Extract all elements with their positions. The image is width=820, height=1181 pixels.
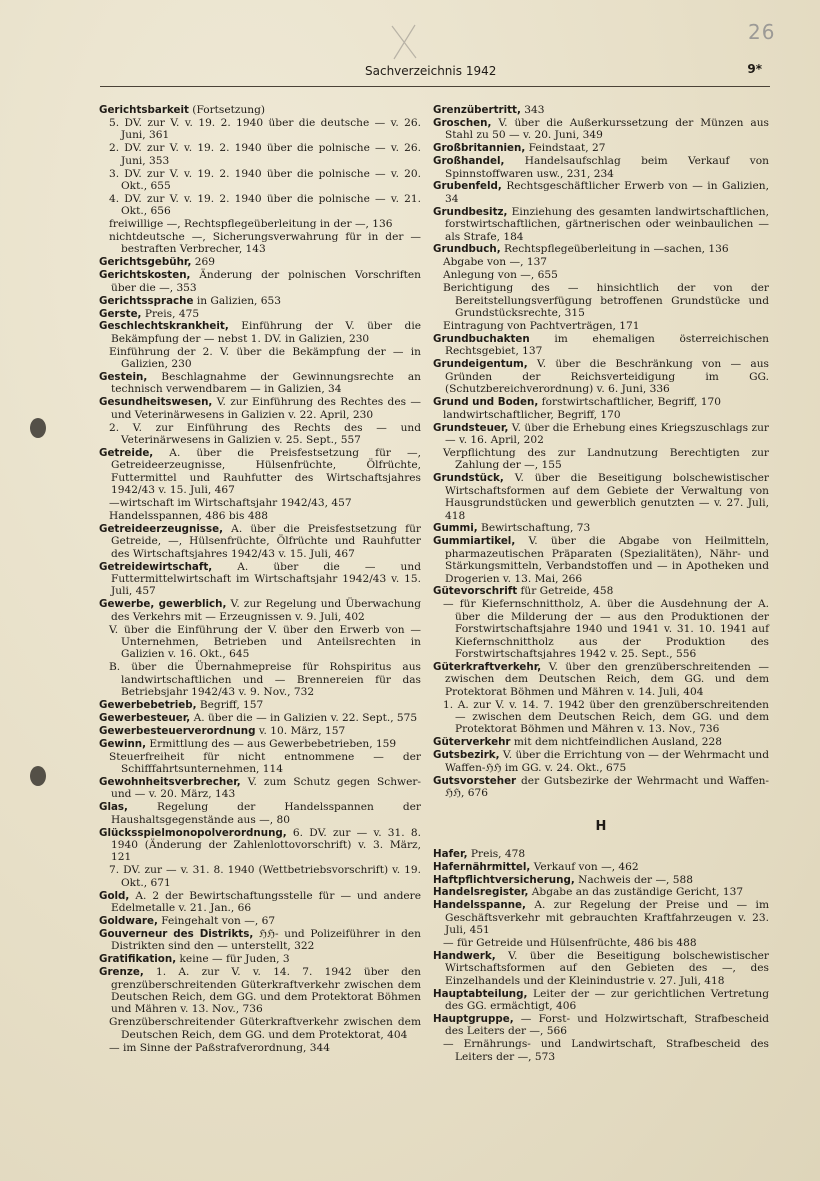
index-entry-text: V. über die Beseitigung bolschewistischer Wirtschaftsformen auf den Gebieten des —, des Einzelhandels und der Kleinindustrie v. 27. Juli, 418 [445, 950, 769, 987]
index-entry-keyword: Gerichtskosten, [99, 269, 191, 282]
index-entry-text: 7. DV. zur — v. 31. 8. 1940 (Wettbetriebsvorschrift) v. 19. Okt., 671 [109, 864, 421, 889]
index-entry-text: 2. V. zur Einführung des Rechts des — und Veterinärwesens in Galizien v. 25. Sept., 557 [109, 421, 421, 447]
index-entry-text: Rechtspflegeüberleitung in —sachen, 136 [500, 243, 729, 256]
index-entry-text: Rechtsgeschäftlicher Erwerb von — in Galizien, 34 [445, 180, 769, 205]
index-entry-text: freiwillige —, Rechtspflegeüberleitung in der —, 136 [109, 218, 393, 231]
section-letter-h: H [595, 819, 607, 835]
index-entry-text: Leiter der — zur gerichtlichen Vertretung des GG. ermächtigt, 406 [445, 987, 769, 1013]
index-entry-keyword: Grenze, [99, 966, 144, 979]
index-entry-text: Grenzüberschreitender Güterkraftverkehr zwischen dem Deutschen Reich, dem GG. und dem Protektorat, 404 [109, 1016, 421, 1041]
index-entry-text: ℌℌ- und Polizeiführer in den Distrikten sind den — unterstellt, 322 [111, 927, 421, 953]
index-entry [99, 346, 421, 371]
index-entry [99, 523, 421, 560]
index-entry-keyword: Gewerbesteuer, [99, 712, 191, 724]
index-entry-text: Ermittlung des — aus Gewerbebetrieben, 159 [146, 737, 397, 750]
index-entry [99, 168, 421, 193]
index-entry [99, 1042, 421, 1054]
index-entry [99, 915, 421, 927]
index-entry-text: (Fortsetzung) [188, 104, 266, 116]
index-entry-keyword: Hauptgruppe, [433, 1013, 514, 1026]
index-entry-keyword: Gerichtsbarkeit [99, 104, 189, 116]
header-rule [100, 86, 770, 87]
index-entry-keyword: Gerichtsgebühr, [99, 256, 192, 269]
index-entry-keyword: Grundbuchakten [433, 332, 530, 345]
index-entry [433, 522, 769, 534]
index-entry-text: 4. DV. zur V. v. 19. 2. 1940 über die polnische — v. 21. Okt., 656 [109, 192, 421, 218]
index-entry-keyword: Handelsspanne, [433, 899, 526, 912]
index-entry-keyword: Güterkraftverkehr, [433, 660, 542, 673]
index-entry-text: Abgabe an das zuständige Gericht, 137 [528, 886, 744, 899]
index-entry-text: Einziehung des gesamten landwirtschaftlichen, forstwirtschaftlichen, gärtnerischen oder weinbaulichen — als Strafe, 184 [445, 205, 769, 243]
index-section-h [433, 848, 769, 1063]
index-entry-text: 6. DV. zur — v. 31. 8. 1940 (Änderung der Zahlenlottovorschrift) v. 3. März, 121 [111, 826, 421, 864]
index-entry [99, 295, 421, 307]
index-entry-keyword: Grundstück, [433, 472, 504, 485]
index-entry-text: Nachweis der —, 588 [574, 873, 694, 886]
index-entry-keyword: Gratifikation, [99, 953, 177, 966]
index-entry-keyword: Gummiartikel, [433, 535, 516, 548]
index-entry-text: Regelung der Handelsspannen der Haushaltsgegenstände aus —, 80 [111, 801, 421, 826]
index-entry-text: V. über den grenzüberschreitenden — zwischen dem Deutschen Reich, dem GG. und dem Protektorat Böhmen und Mähren v. 14. Juli, 404 [445, 660, 769, 698]
index-entry-text: landwirtschaftlicher, Begriff, 170 [443, 408, 621, 421]
index-entry-keyword: Hauptabteilung, [433, 987, 528, 1000]
punch-hole [30, 418, 46, 438]
index-entry [433, 988, 769, 1013]
index-entry [99, 142, 421, 167]
index-entry-keyword: Gerichtssprache [99, 294, 194, 307]
index-entry-text: A. über die Preisfestsetzung für —, Getreideerzeugnisse, Hülsenfrüchte, Ölfrüchte, Futtermittel und Rauhfutter des Wirtschaftsjahres 1942/43 v. 15. Juli, 467 [111, 446, 421, 497]
running-header-title: Sachverzeichnis 1942 [365, 64, 497, 78]
index-entry-keyword: Güterverkehr [433, 736, 511, 749]
index-entry-text: Feingehalt von —, 67 [157, 915, 276, 927]
index-entry-text: V. über die Beseitigung bolschewistischer Wirtschaftsformen auf dem Gebiete der Verwaltung von Hausgrundstücken und gewerblich genutzten — v. 27. Juli, 418 [445, 472, 769, 522]
index-entry-text: —wirtschaft im Wirtschaftsjahr 1942/43, 457 [109, 497, 352, 510]
index-entry-keyword: Gewerbesteuerverordnung [99, 724, 256, 737]
index-entry [433, 699, 769, 736]
pencil-cross-mark [388, 22, 420, 62]
index-entry-text: — Ernährungs- und Landwirtschaft, Strafbescheid des Leiters der —, 573 [443, 1038, 769, 1063]
index-entry [433, 736, 769, 748]
index-entry-text: forstwirtschaftlicher, Begriff, 170 [538, 395, 722, 408]
index-entry-keyword: Gewinn, [99, 737, 147, 750]
index-entry-text: Preis, 475 [141, 307, 200, 320]
index-entry [99, 751, 421, 776]
index-entry [99, 218, 421, 230]
index-entry [99, 624, 421, 661]
index-entry-text: — im Sinne der Paßstrafverordnung, 344 [109, 1041, 330, 1054]
index-entry [99, 953, 421, 965]
index-entry-text: Berichtigung des — hinsichtlich der von der Bereitstellungsverfügung betroffenen Grundstücke und Grundstücksrechte, 315 [443, 282, 769, 319]
page-number: 9* [747, 62, 762, 76]
index-entry-text: A. zur Regelung der Preise und — im Geschäftsverkehr mit gebrauchten Kraftfahrzeugen v. 23. Juli, 451 [445, 899, 769, 937]
index-entry-keyword: Grenzübertritt, [433, 104, 521, 116]
index-entry-keyword: Gütevorschrift [433, 585, 518, 598]
index-entry [99, 928, 421, 953]
index-entry [99, 712, 421, 724]
index-entry-text: in Galizien, 653 [193, 294, 282, 307]
index-entry [433, 256, 769, 268]
archive-page-number: 26 [748, 20, 776, 44]
index-entry-text: Verkauf von —, 462 [530, 860, 639, 873]
index-entry [433, 142, 769, 154]
index-entry [99, 256, 421, 268]
index-entry-text: Verpflichtung des zur Landnutzung Berechtigten zur Zahlung der —, 155 [443, 446, 769, 472]
index-entry-text: 1. A. zur V. v. 14. 7. 1942 über den grenzüberschreitenden Güterkraftverkehr zwischen dem Deutschen Reich, dem GG. und dem Protektorat Böhmen und Mähren v. 13. Nov., 736 [111, 966, 421, 1016]
index-entry [433, 282, 769, 319]
index-entry-text: A. 2 der Bewirtschaftungsstelle für — und andere Edelmetalle v. 21. Jan., 66 [111, 889, 421, 915]
index-entry-text: Einführung der 2. V. über die Bekämpfung der — in Galizien, 230 [109, 345, 421, 371]
index-entry [433, 472, 769, 522]
punch-hole [30, 766, 46, 786]
index-entry-keyword: Glücksspielmonopolverordnung, [99, 826, 287, 839]
index-entry-keyword: Gutsvorsteher [433, 774, 517, 787]
index-entry-text: Einführung der V. über die Bekämpfung der — nebst 1. DV. in Galizien, 230 [111, 320, 421, 345]
index-entry-keyword: Grubenfeld, [433, 180, 502, 193]
index-entry [99, 801, 421, 826]
index-entry-text: Feindstaat, 27 [525, 142, 606, 155]
index-entry-keyword: Groschen, [433, 116, 492, 129]
index-entry [433, 861, 769, 873]
index-entry-keyword: Hafer, [433, 847, 468, 860]
index-entry [433, 874, 769, 886]
index-entry [99, 776, 421, 801]
index-entry-text: nichtdeutsche —, Sicherungsverwahrung für in der — bestraften Verbrecher, 143 [109, 231, 421, 256]
index-entry-keyword: Gerste, [99, 307, 142, 320]
index-entry-text: V. über die Einführung der V. über den Erwerb von — Unternehmen, Betrieben und Anteilsrechten in Galizien v. 16. Okt., 645 [109, 623, 421, 661]
index-entry-keyword: Getreideerzeugnisse, [99, 522, 224, 535]
index-entry [99, 371, 421, 396]
index-entry-text: keine — für Juden, 3 [176, 953, 290, 966]
index-entry-text: mit dem nichtfeindlichen Ausland, 228 [510, 736, 722, 749]
index-entry-text: Begriff, 157 [196, 699, 264, 712]
index-entry [433, 320, 769, 332]
index-entry [433, 950, 769, 987]
index-entry [433, 409, 769, 421]
index-entry-text: — für Getreide und Hülsenfrüchte, 486 bis 488 [443, 937, 697, 950]
index-entry-text: V. zur Regelung und Überwachung des Verkehrs mit — Erzeugnissen v. 9. Juli, 402 [111, 598, 421, 623]
index-entry-keyword: Grundeigentum, [433, 358, 528, 371]
index-entry [433, 848, 769, 860]
index-entry-keyword: Grund und Boden, [433, 395, 539, 408]
index-entry-text: Handelsaufschlag beim Verkauf von Spinnstoffwaren usw., 231, 234 [445, 155, 769, 180]
index-entry-keyword: Gewohnheitsverbrecher, [99, 776, 241, 789]
index-entry-keyword: Grundbuch, [433, 243, 501, 256]
index-column-left [99, 104, 421, 1054]
index-entry-keyword: Großbritannien, [433, 142, 526, 155]
index-entry-text: 269 [191, 256, 215, 269]
index-entry-keyword: Grundbesitz, [433, 205, 508, 218]
index-entry-keyword: Handelsregister, [433, 886, 529, 899]
index-entry-text: v. 10. März, 157 [255, 724, 346, 737]
index-entry [99, 1016, 421, 1041]
index-entry-text: Beschlagnahme der Gewinnungsrechte an technisch verwendbarem — in Galizien, 34 [111, 371, 421, 396]
index-entry [433, 180, 769, 205]
index-entry [99, 193, 421, 218]
index-entry-text: Eintragung von Pachtverträgen, 171 [443, 319, 640, 332]
index-entry-keyword: Handwerk, [433, 950, 496, 962]
index-column-right [433, 104, 769, 1064]
index-entry-keyword: Gutsbezirk, [433, 749, 500, 762]
index-entry [99, 269, 421, 294]
index-entry-text: V. über die Außerkurssetzung der Münzen aus Stahl zu 50 — v. 20. Juni, 349 [445, 116, 769, 142]
index-entry-keyword: Getreide, [99, 446, 154, 459]
index-entry [99, 661, 421, 698]
index-entry-text: 5. DV. zur V. v. 19. 2. 1940 über die deutsche — v. 26. Juni, 361 [109, 116, 421, 142]
index-entry [433, 937, 769, 949]
index-entry-keyword: Hafernährmittel, [433, 860, 531, 873]
index-entry-text: Änderung der polnischen Vorschriften über die —, 353 [111, 269, 421, 294]
index-entry [99, 561, 421, 598]
index-entry-text: im ehemaligen österreichischen Rechtsgebiet, 137 [445, 332, 769, 358]
index-entry [433, 749, 769, 774]
index-entry-keyword: Gouverneur des Distrikts, [99, 927, 254, 940]
index-entry-text: A. über die — in Galizien v. 22. Sept., 575 [190, 712, 418, 724]
index-entry-text: 1. A. zur V. v. 14. 7. 1942 über den grenzüberschreitenden — zwischen dem Deutschen Reich, dem GG. und dem Protektorat Böhmen und Mähren v. 13. Nov., 736 [443, 698, 769, 736]
index-entry-text: Handelsspannen, 486 bis 488 [109, 510, 269, 522]
index-entry [433, 598, 769, 660]
index-entry [433, 206, 769, 243]
index-entry-keyword: Glas, [99, 801, 128, 814]
index-entry-text: — Forst- und Holzwirtschaft, Strafbescheid des Leiters der —, 566 [445, 1013, 769, 1038]
index-entry-keyword: Gewerbe, gewerblich, [99, 598, 227, 611]
index-entry-text: Preis, 478 [467, 847, 526, 860]
index-entry-keyword: Goldware, [99, 915, 158, 927]
index-entry-keyword: Gewerbebetrieb, [99, 699, 197, 712]
index-entry [433, 775, 769, 800]
index-entry [433, 661, 769, 698]
index-entry [99, 738, 421, 750]
index-entry-text: A. über die Preisfestsetzung für Getreide, —, Hülsenfrüchte, Ölfrüchte und Rauhfutter des Wirtschaftsjahres 1942/43 v. 15. Juli, 467 [111, 522, 421, 560]
index-entry [433, 535, 769, 585]
index-entry-keyword: Gummi, [433, 522, 478, 535]
index-entry-text: A. über die — und Futtermittelwirtschaft im Wirtschaftsjahr 1942/43 v. 15. Juli, 457 [111, 560, 421, 598]
index-entry-text: — für Kiefernschnittholz, A. über die Ausdehnung der A. über die Milderung der — aus den Produktionen der Forstwirtschaftsjahre 1940 und 1941 v. 31. 10. 1941 auf Kiefernschnittholz aus der Produktion des Forstwirtschaftsjahres 1942 v. 25. Sept., 556 [443, 598, 769, 660]
index-entry [433, 358, 769, 395]
index-entry-text: 343 [520, 104, 545, 116]
index-entry-text: Abgabe von —, 137 [443, 256, 548, 269]
index-entry [433, 155, 769, 180]
index-entry-text: V. zur Einführung des Rechtes des — und Veterinärwesens in Galizien v. 22. April, 230 [111, 396, 421, 421]
index-entry-keyword: Gestein, [99, 371, 148, 384]
index-entry [433, 1038, 769, 1063]
index-entry-text: V. zum Schutz gegen Schwer- und — v. 20. März, 143 [111, 776, 421, 801]
index-entry [99, 104, 421, 116]
index-entry [99, 396, 421, 421]
index-entry-text: V. über die Beschränkung von — aus Gründen der Reichsverteidigung im GG. (Schutzbereichverordnung) v. 6. Juni, 336 [445, 358, 769, 395]
index-entry [99, 699, 421, 711]
index-entry [99, 966, 421, 1016]
index-entry [99, 497, 421, 509]
index-entry [433, 333, 769, 358]
index-entry-text: Anlegung von —, 655 [443, 269, 558, 282]
index-entry [99, 598, 421, 623]
index-entry [433, 269, 769, 281]
index-entry [99, 890, 421, 915]
index-entry-text: Bewirtschaftung, 73 [477, 522, 591, 535]
index-entry [433, 886, 769, 898]
index-entry-keyword: Grundsteuer, [433, 421, 509, 434]
index-entry-text: B. über die Übernahmepreise für Rohspiritus aus landwirtschaftlichen und — Brennereien für das Betriebsjahr 1942/43 v. 9. Nov., 732 [109, 661, 421, 699]
index-entry [99, 510, 421, 522]
index-entry [433, 104, 769, 116]
index-entry-keyword: Getreidewirtschaft, [99, 560, 213, 573]
index-entry-text: 3. DV. zur V. v. 19. 2. 1940 über die polnische — v. 20. Okt., 655 [109, 167, 421, 192]
index-entry [99, 447, 421, 497]
index-entry [433, 899, 769, 936]
index-entry [99, 725, 421, 737]
index-entry-text: der Gutsbezirke der Wehrmacht und Waffen-ℌℌ, 676 [445, 774, 769, 799]
index-entry-text: V. über die Abgabe von Heilmitteln, pharmazeutischen Präparaten (Spezialitäten), Nähr- und Stärkungsmitteln, Verbandstoffen und — in Apotheken und Drogerien v. 13. Mai, 266 [445, 535, 769, 585]
index-entry-keyword: Gold, [99, 889, 130, 902]
index-entry [433, 447, 769, 472]
running-header [100, 62, 770, 84]
index-entry [99, 864, 421, 889]
index-entry-text: Steuerfreiheit für nicht entnommene — der Schifffahrtsunternehmen, 114 [109, 750, 421, 776]
index-entry [99, 422, 421, 447]
index-entry [433, 422, 769, 447]
index-entry-text: für Getreide, 458 [517, 585, 614, 598]
index-entry [99, 320, 421, 345]
index-entry-keyword: Großhandel, [433, 155, 505, 168]
index-entry [99, 117, 421, 142]
index-entry [99, 231, 421, 256]
index-entry-keyword: Geschlechtskrankheit, [99, 320, 229, 333]
index-entry [99, 308, 421, 320]
index-entry [433, 1013, 769, 1038]
index-entry-text: V. über die Erhebung eines Kriegszuschlags zur — v. 16. April, 202 [445, 421, 769, 447]
index-entry [433, 243, 769, 255]
index-entry [433, 117, 769, 142]
index-section-g [433, 104, 769, 799]
index-entry-text: 2. DV. zur V. v. 19. 2. 1940 über die polnische — v. 26. Juni, 353 [109, 142, 421, 167]
index-entry-keyword: Haftpflichtversicherung, [433, 873, 575, 886]
index-entry [99, 827, 421, 864]
index-entry [433, 585, 769, 597]
index-entry [433, 396, 769, 408]
index-entry-text: V. über die Errichtung von — der Wehrmacht und Waffen-ℌℌ im GG. v. 24. Okt., 675 [445, 749, 769, 774]
index-entry-keyword: Gesundheitswesen, [99, 396, 213, 409]
